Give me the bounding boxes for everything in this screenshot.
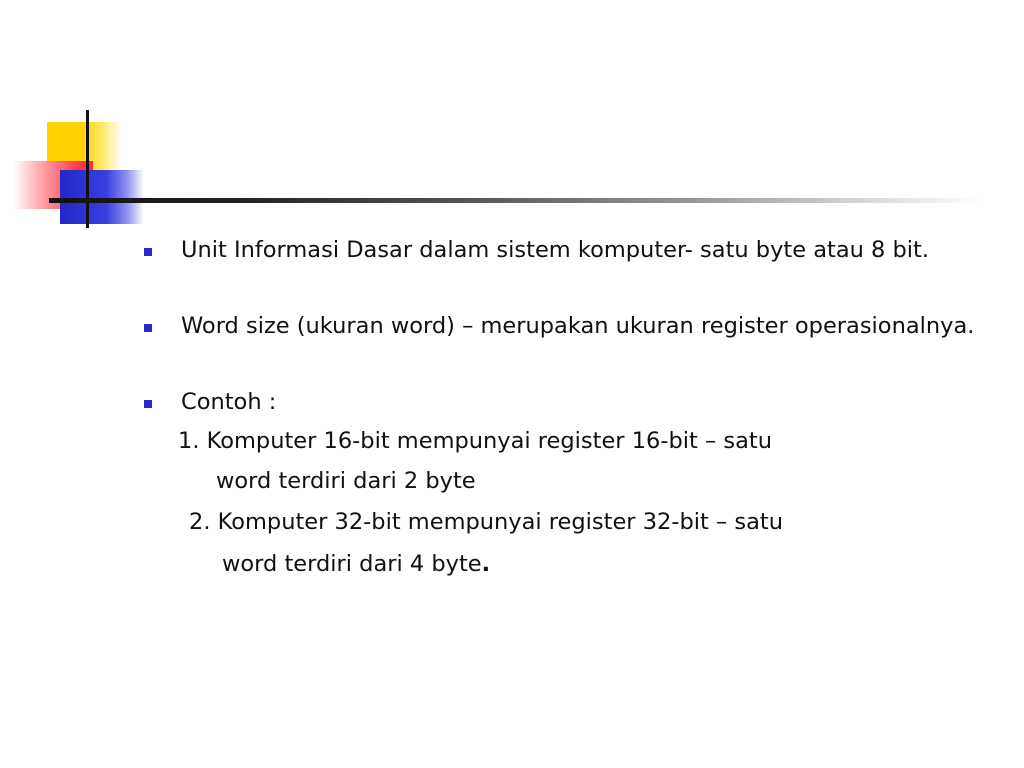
square-bullet-icon — [144, 324, 152, 332]
square-bullet-icon — [144, 400, 152, 408]
example-2-line-1: 2. Komputer 32-bit mempunyai register 32-bit – satu — [189, 509, 783, 535]
bullet-text: Word size (ukuran word) – merupakan ukuran register operasionalnya. — [181, 313, 975, 339]
example-2-line-2-text: word terdiri dari 4 byte — [222, 551, 482, 577]
example-1-line-1: 1. Komputer 16-bit mempunyai register 16-bit – satu — [178, 428, 772, 454]
example-2-line-2 — [222, 547, 490, 582]
example-2-period: . — [481, 551, 491, 577]
bullet-text: Unit Informasi Dasar dalam sistem komputer- satu byte atau 8 bit. — [181, 237, 930, 263]
bullet-text: Contoh : — [181, 389, 277, 415]
square-bullet-icon — [144, 248, 152, 256]
example-1-line-2: word terdiri dari 2 byte — [216, 468, 476, 494]
